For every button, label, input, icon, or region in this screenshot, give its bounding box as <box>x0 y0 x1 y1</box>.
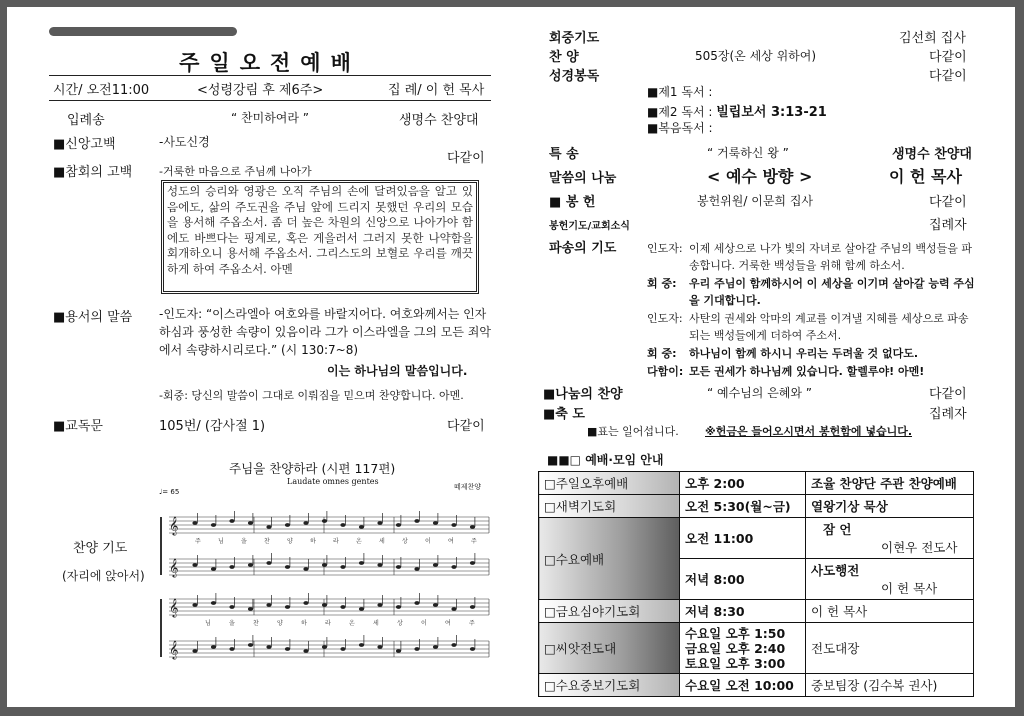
hymn-content: 505장(온 세상 위하여) <box>695 49 817 63</box>
reading-content: 105번/ (감사절 1) <box>159 419 266 434</box>
note-head <box>396 649 401 653</box>
note-head <box>451 565 456 569</box>
lyric-syllable: 양 <box>277 620 283 627</box>
sermon-title: < 예수 방향 > <box>707 167 813 186</box>
schedule-info: 조율 찬양단 주관 찬양예배 <box>806 472 974 495</box>
special-by: 생명수 찬양대 <box>892 147 972 162</box>
scripture-label: 성경봉독 <box>549 69 600 84</box>
note-head <box>470 525 475 529</box>
schedule-row <box>539 674 974 697</box>
lyric-syllable: 여 <box>448 538 454 545</box>
note-head <box>248 563 253 567</box>
pardon-text: -인도자: “이스라엘아 여호와를 바랄지어다. 여호와께서는 인자하심과 풍성한 속량이 있음이라 그가 이스라엘을 그의 모든 죄악에서 속량하시리로다.” (시 130:7~8) <box>159 307 491 357</box>
clef-icon: 𝄞 <box>169 558 179 577</box>
lyric-syllable: 이 <box>421 620 427 627</box>
creed-who: 다같이 <box>447 151 485 166</box>
note-head <box>470 605 475 609</box>
schedule-table <box>538 471 974 697</box>
note-head <box>322 563 327 567</box>
pardon-label: ■용서의 말씀 <box>53 310 133 325</box>
lyric-syllable: 님 <box>205 620 211 627</box>
note-head <box>303 521 308 525</box>
special-song: “ 거룩하신 왕 ” <box>707 146 789 160</box>
hymn-credit: 떼제찬양 <box>454 483 482 491</box>
divider <box>49 100 491 101</box>
response-song-who: 다같이 <box>929 387 967 402</box>
church-season: <성령강림 후 제6주> <box>197 83 324 98</box>
schedule-time: 오전 5:30(월~금) <box>680 495 806 518</box>
note-head <box>433 603 438 607</box>
special-label: 특 송 <box>549 147 579 162</box>
sending-text: 이제 세상으로 나가 빛의 자녀로 살아갈 주님의 백성들을 파송합니다. 거룩한 백성들을 위해 함께 하소서. <box>689 242 972 272</box>
note-head <box>248 607 253 611</box>
page-title: 주일오전예배 <box>179 50 361 75</box>
prayer-who: 김선희 집사 <box>899 31 966 46</box>
reading-second: ■제2 독서 : 빌립보서 3:13-21 <box>647 105 827 120</box>
offering-label: ■ 봉 헌 <box>549 195 596 210</box>
response-song-label: ■나눔의 찬양 <box>543 387 623 402</box>
schedule-name: □금요심야기도회 <box>539 600 680 623</box>
confession-intro: -거룩한 마음으로 주님께 나아가 <box>159 165 312 178</box>
blessing-who: 집례자 <box>929 407 967 422</box>
hymn-tempo: ♩= 65 <box>159 488 180 496</box>
sending-text: 하나님이 함께 하시니 우리는 두려울 것 없다도. <box>689 347 919 360</box>
pardon-closing: 이는 하나님의 말씀입니다. <box>327 364 468 378</box>
schedule-row <box>539 472 974 495</box>
header-bar <box>49 27 237 36</box>
lyric-syllable: 라 <box>333 538 339 545</box>
schedule-name: □수요중보기도회 <box>539 674 680 697</box>
schedule-info: 잠 언 이현우 전도사 <box>806 518 974 559</box>
lyric-syllable: 님 <box>218 538 224 545</box>
note-head <box>322 645 327 649</box>
note-head <box>414 567 419 571</box>
schedule-time: 오후 2:00 <box>680 472 806 495</box>
schedule-info: 사도행전 이 헌 목사 <box>806 559 974 600</box>
lyric-syllable: 여 <box>445 620 451 627</box>
schedule-row <box>539 518 974 559</box>
sending-role: 회 중: <box>647 277 677 290</box>
offering-who: 다같이 <box>929 195 967 210</box>
blessing-label: ■축 도 <box>543 407 585 422</box>
sermon-preacher: 이 헌 목사 <box>889 167 962 186</box>
note-head <box>285 523 290 527</box>
reading-label: ■교독문 <box>53 419 103 434</box>
lyric-syllable: 상 <box>402 538 408 545</box>
note-head <box>229 519 234 523</box>
note-head <box>340 565 345 569</box>
lyric-syllable: 세 <box>373 620 379 627</box>
lyric-syllable: 온 <box>356 538 362 545</box>
schedule-row <box>539 600 974 623</box>
sending-role: 인도자: <box>647 242 683 255</box>
note-head <box>322 603 327 607</box>
praise-prayer-note: (자리에 앉아서) <box>62 569 145 583</box>
schedule-title: ■■□ 예배·모임 안내 <box>547 453 664 467</box>
reading-who: 다같이 <box>447 419 485 434</box>
note-head <box>229 565 234 569</box>
note-head <box>377 521 382 525</box>
note-head <box>248 521 253 525</box>
hymn-subtitle: Laudate omnes gentes <box>287 477 379 486</box>
note-head <box>451 643 456 647</box>
sending-label: 파송의 기도 <box>549 241 617 256</box>
note-head <box>266 525 271 529</box>
sermon-label: 말씀의 나눔 <box>549 171 617 186</box>
note-head <box>266 603 271 607</box>
note-head <box>470 561 475 565</box>
note-head <box>285 605 290 609</box>
reading-gospel: ■복음독서 : <box>647 121 713 135</box>
note-head <box>470 647 475 651</box>
note-head <box>211 645 216 649</box>
lyric-syllable: 이 <box>425 538 431 545</box>
lyric-syllable: 찬 <box>253 620 259 627</box>
lyric-syllable: 상 <box>397 620 403 627</box>
lyric-syllable: 하 <box>301 620 307 627</box>
stand-mark-icon: ■ <box>53 419 66 434</box>
note-head <box>266 561 271 565</box>
stand-mark-icon: ■ <box>549 195 562 210</box>
stand-mark-icon: ■ <box>53 165 66 180</box>
note-head <box>303 567 308 571</box>
note-head <box>377 563 382 567</box>
staff-lines <box>161 517 489 657</box>
note-head <box>285 647 290 651</box>
schedule-time: 저녁 8:00 <box>680 559 806 600</box>
sending-text: 우리 주님이 함께하시어 이 세상을 이기며 살아갈 능력 주심을 기대합니다. <box>689 277 975 307</box>
note-head <box>211 601 216 605</box>
confession-label: ■참회의 고백 <box>53 165 133 180</box>
lyric-syllable: 라 <box>325 620 331 627</box>
pardon-response: -회중: 당신의 말씀이 그대로 이뤄짐을 믿으며 찬양합니다. 아멘. <box>159 389 464 402</box>
note-head <box>396 605 401 609</box>
response-song: “ 예수님의 은혜와 ” <box>707 386 813 400</box>
entrance-label: 입례송 <box>67 113 105 128</box>
stand-mark-icon: ■ <box>543 387 556 402</box>
lyric-syllable: 하 <box>310 538 316 545</box>
note-head <box>396 565 401 569</box>
note-head <box>285 565 290 569</box>
lyric-syllable: 양 <box>287 538 293 545</box>
lyric-syllable: 온 <box>349 620 355 627</box>
note-head <box>377 645 382 649</box>
scripture-who: 다같이 <box>929 69 967 84</box>
schedule-time: 수요일 오후 1:50 금요일 오후 2:40 토요일 오후 3:00 <box>680 623 806 674</box>
note-head <box>303 649 308 653</box>
service-leader: 집 례/ 이 헌 목사 <box>388 83 485 98</box>
note-head <box>396 523 401 527</box>
sheet-music <box>159 499 492 684</box>
schedule-time: 저녁 8:30 <box>680 600 806 623</box>
clef-icon: 𝄞 <box>169 598 179 617</box>
note-head <box>359 607 364 611</box>
schedule-marker-icon: ■■□ <box>547 453 582 467</box>
hymn-label: 찬 양 <box>549 50 579 65</box>
hymn-title: 주님을 찬양하라 (시편 117편) <box>229 461 396 476</box>
note-head <box>322 519 327 523</box>
note-head <box>359 525 364 529</box>
stand-mark-icon: ■ <box>543 407 556 422</box>
note-head <box>377 603 382 607</box>
lyric-syllable: 주 <box>471 538 477 545</box>
stand-note: ■표는 일어섭니다. <box>587 425 679 438</box>
sending-text: 모든 권세가 하나님께 있습니다. 할렐루야! 아멘! <box>689 365 925 378</box>
note-head <box>451 607 456 611</box>
note-head <box>229 605 234 609</box>
lyrics <box>195 537 477 627</box>
schedule-name: □새벽기도회 <box>539 495 680 518</box>
stand-mark-icon: ■ <box>53 137 66 152</box>
announce-label: 봉헌기도/교회소식 <box>549 221 630 232</box>
praise-prayer-label: 찬양 기도 <box>73 541 128 556</box>
bulletin-sheet <box>7 7 1015 707</box>
note-head <box>248 643 253 647</box>
creed-label: ■신앙고백 <box>53 137 116 152</box>
notes <box>169 511 475 660</box>
lyric-syllable: 을 <box>241 538 247 545</box>
note-head <box>451 523 456 527</box>
sending-text: 사탄의 권세와 악마의 계교를 이겨낼 지혜를 세상으로 파송되는 백성들에게 더하여 주소서. <box>689 312 969 342</box>
confession-prayer-box: 성도의 승리와 영광은 오직 주님의 손에 달려있음을 알고 있음에도, 삶의 주도권을 주님 앞에 드리지 못했던 우리의 모습을 용서해 주옵소서. 좀 더 높은 차원의 신앙으로 나아가야 함에도 바쁘다는 핑계로, 혹은 게을러서 그러지 못한 나약함을 회개하오니 용서해 주옵소서. 그리스도의 보혈로 우리를 깨끗하게 하여 주옵소서. 아멘 <box>161 180 479 294</box>
note-head <box>192 521 197 525</box>
note-head <box>303 601 308 605</box>
schedule-info: 중보팀장 (김수복 권사) <box>806 674 974 697</box>
sending-role: 회 중: <box>647 347 677 360</box>
schedule-time: 수요일 오전 10:00 <box>680 674 806 697</box>
entrance-song: “ 찬미하여라 ” <box>231 111 310 125</box>
note-head <box>359 561 364 565</box>
note-head <box>266 645 271 649</box>
note-head <box>340 647 345 651</box>
entrance-by: 생명수 찬양대 <box>399 113 479 128</box>
note-head <box>414 519 419 523</box>
clef-icon: 𝄞 <box>169 516 179 535</box>
clef-icon: 𝄞 <box>169 640 179 659</box>
lyric-syllable: 주 <box>195 538 201 545</box>
schedule-info: 이 헌 목사 <box>806 600 974 623</box>
schedule-row <box>539 623 974 674</box>
sending-role: 인도자: <box>647 312 683 325</box>
lyric-syllable: 주 <box>469 620 475 627</box>
prayer-label: 회중기도 <box>549 31 600 46</box>
schedule-name: □씨앗전도대 <box>539 623 680 674</box>
note-head <box>433 645 438 649</box>
schedule-time: 오전 11:00 <box>680 518 806 559</box>
offering-content: 봉헌위원/ 이문희 집사 <box>697 194 814 208</box>
note-head <box>414 647 419 651</box>
schedule-row <box>539 495 974 518</box>
note-head <box>192 563 197 567</box>
lyric-syllable: 세 <box>379 538 385 545</box>
sending-role: 다함이: <box>647 365 684 378</box>
divider <box>49 75 491 76</box>
note-head <box>211 523 216 527</box>
schedule-name: □주일오후예배 <box>539 472 680 495</box>
schedule-info: 전도대장 <box>806 623 974 674</box>
note-head <box>211 567 216 571</box>
schedule-name: □수요예배 <box>539 518 680 600</box>
note-head <box>340 523 345 527</box>
hymn-who: 다같이 <box>929 50 967 65</box>
lyric-syllable: 을 <box>229 620 235 627</box>
reading-first: ■제1 독서 : <box>647 85 713 99</box>
note-head <box>433 563 438 567</box>
note-head <box>414 601 419 605</box>
note-head <box>340 605 345 609</box>
stand-mark-icon: ■ <box>53 310 66 325</box>
note-head <box>192 603 197 607</box>
note-head <box>433 521 438 525</box>
announce-who: 집례자 <box>929 218 967 233</box>
schedule-info: 열왕기상 묵상 <box>806 495 974 518</box>
note-head <box>229 647 234 651</box>
note-head <box>359 643 364 647</box>
lyric-syllable: 찬 <box>264 538 270 545</box>
offering-note: ※헌금은 들어오시면서 봉헌함에 넣습니다. <box>705 425 913 438</box>
service-time: 시간/ 오전11:00 <box>53 83 150 98</box>
note-head <box>192 649 197 653</box>
creed-content: -사도신경 <box>159 135 210 149</box>
